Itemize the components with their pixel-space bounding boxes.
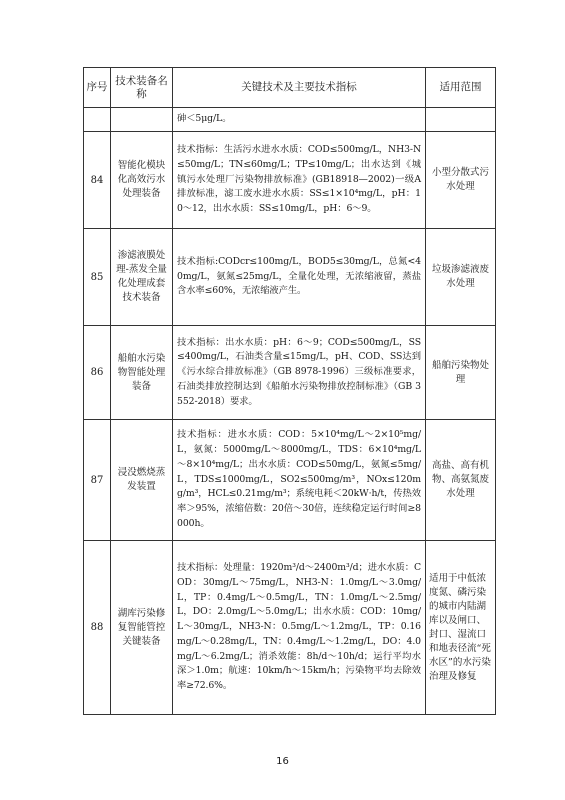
table-row — [84, 420, 496, 541]
row-no: 85 — [84, 229, 111, 326]
header-no: 序号 — [84, 68, 111, 108]
row-spec: 技术指标：进水水质：COD：5×10⁴mg/L～2×10⁵mg/L，氨氮：5000mg/L～8000mg/L，TDS：6×10⁴mg/L～8×10⁴mg/L；出水水质：COD≤50mg/L，氨氮≤5mg/L，TDS≤1000mg/L，SO2≤500mg/m³，NOx≤120mg/m³，HCL≤0.21mg/m³；系统电耗＜20kW·h/t，传热效率＞95%，浓缩倍数：20倍～30倍，连续稳定运行时间≥8000h。 — [173, 420, 426, 541]
equipment-table — [83, 67, 496, 715]
row-scope: 船舶污染物处理 — [426, 326, 496, 420]
row-no: 87 — [84, 420, 111, 541]
row-scope: 高盐、高有机物、高氨氮废水处理 — [426, 420, 496, 541]
continuation-text: 砷＜5μg/L。 — [173, 108, 426, 132]
table-row — [84, 541, 496, 715]
table-row — [84, 326, 496, 420]
table-row — [84, 132, 496, 229]
header-scope: 适用范围 — [426, 68, 496, 108]
page-number: 16 — [276, 756, 289, 767]
row-no: 88 — [84, 541, 111, 715]
row-spec: 技术指标：出水水质：pH：6～9；COD≤500mg/L，SS≤400mg/L，石油类含量≤15mg/L，pH、COD、SS达到《污水综合排放标准》（GB 8978-1996）三级标准要求，石油类排放控制达到《船舶水污染物排放控制标准》（GB 3552-2018）要求。 — [173, 326, 426, 420]
row-name: 湖库污染修复智能管控关键装备 — [111, 541, 173, 715]
row-spec: 技术指标:CODcr≤100mg/L，BOD5≤30mg/L，总氮<40mg/L，氨氮≤25mg/L，全量化处理，无浓缩液留，蒸盐含水率≤60%，无浓缩液产生。 — [173, 229, 426, 326]
table-header-row — [84, 68, 496, 108]
header-name: 技术装备名称 — [111, 68, 173, 108]
row-no: 84 — [84, 132, 111, 229]
row-name: 船舶水污染物智能处理装备 — [111, 326, 173, 420]
row-name: 浸没燃烧蒸发装置 — [111, 420, 173, 541]
row-spec: 技术指标：生活污水进水水质：COD≤500mg/L，NH3-N≤50mg/L；TN≤60mg/L；TP≤10mg/L；出水达到《城镇污水处理厂污染物排放标准》(GB18918—2002)一级A排放标准，滤工废水进水水质：SS≤1×10⁴mg/L，pH：10～12，出水水质：SS≤10mg/L，pH：6～9。 — [173, 132, 426, 229]
table-row — [84, 229, 496, 326]
row-name: 智能化模块化高效污水处理装备 — [111, 132, 173, 229]
row-scope: 适用于中低浓度氮、磷污染的城市内陆湖库以及闸口、封口、湿流口和地表径流“死水区”的水污染治理及修复 — [426, 541, 496, 715]
row-scope: 小型分散式污水处理 — [426, 132, 496, 229]
header-spec: 关键技术及主要技术指标 — [173, 68, 426, 108]
row-scope: 垃圾渗滤液废水处理 — [426, 229, 496, 326]
row-name: 渗滤液膜处理-蒸发全量化处理成套技术装备 — [111, 229, 173, 326]
continuation-row — [84, 108, 496, 132]
row-no: 86 — [84, 326, 111, 420]
row-spec: 技术指标：处理量：1920m³/d～2400m³/d；进水水质：COD：30mg/L～75mg/L，NH3-N：1.0mg/L～3.0mg/L，TP：0.4mg/L～0.5mg/L，TN：1.0mg/L～2.5mg/L，DO：2.0mg/L～5.0mg/L；出水水质：COD：10mg/L～30mg/L，NH3-N：0.5mg/L～1.2mg/L，TP：0.16mg/L～0.28mg/L，TN：0.4mg/L～1.2mg/L，DO：4.0mg/L～6.2mg/L；消杀效能：8h/d～10h/d；运行平均水深＞1.0m；航速：10km/h～15km/h；污染物平均去除效率≥72.6%。 — [173, 541, 426, 715]
